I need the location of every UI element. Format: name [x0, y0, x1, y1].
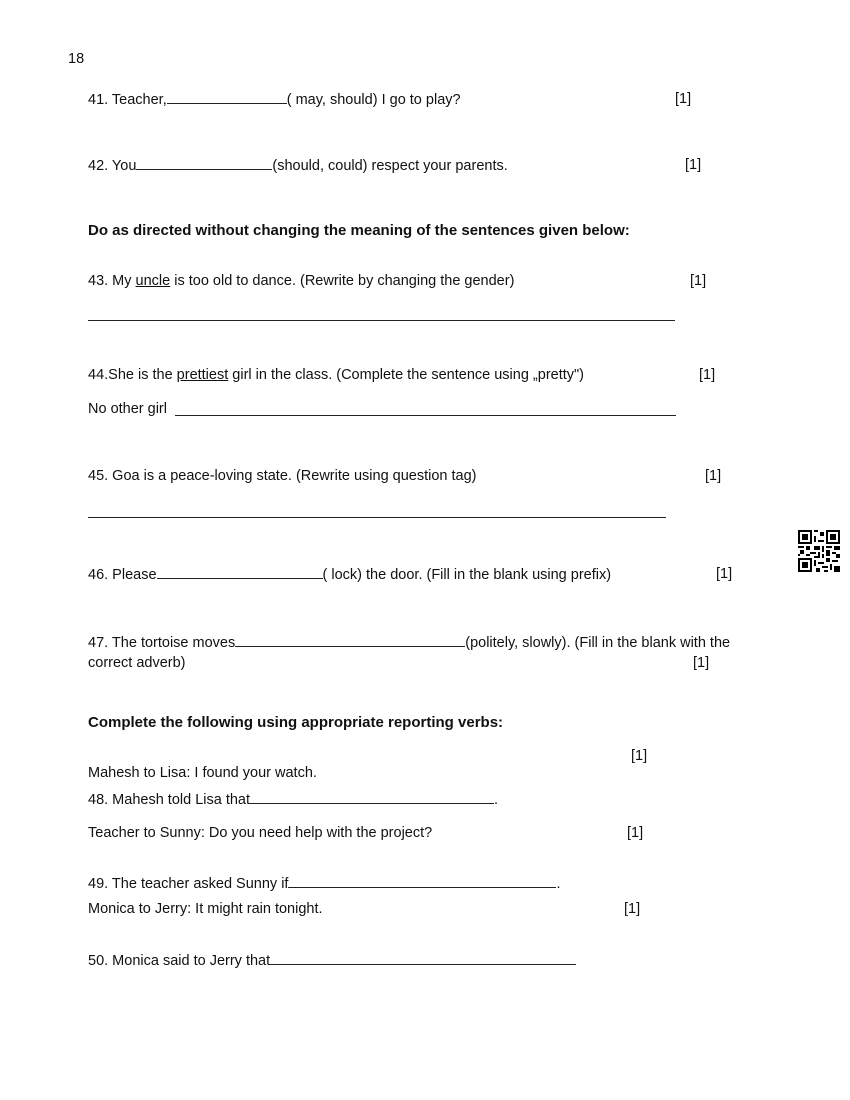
q41-text-after: ( may, should) I go to play? — [286, 92, 461, 108]
q49-text-after: . — [556, 876, 561, 892]
q46-answer-blank[interactable] — [157, 565, 323, 579]
q44-marks: [1] — [699, 367, 716, 383]
q49-marks: [1] — [627, 825, 644, 841]
question-43 — [88, 272, 514, 290]
q44-text-before: 44.She is the — [88, 367, 177, 383]
q49-text-before: 49. The teacher asked Sunny if — [88, 876, 289, 892]
q49-prompt: Teacher to Sunny: Do you need help with the project? — [88, 825, 433, 841]
question-41 — [88, 90, 461, 109]
q48-answer-blank[interactable] — [250, 790, 494, 804]
question-42 — [88, 156, 508, 175]
question-46 — [88, 565, 611, 584]
q47-answer-blank[interactable] — [235, 633, 465, 647]
q42-text-after: (should, could) respect your parents. — [272, 158, 508, 174]
question-45: 45. Goa is a peace-loving state. (Rewrite using question tag) — [88, 468, 477, 484]
q43-marks: [1] — [690, 273, 707, 289]
q42-answer-blank[interactable] — [136, 156, 272, 170]
q48-text-after: . — [494, 792, 499, 808]
question-44 — [88, 366, 584, 384]
q44-answer-line[interactable] — [175, 415, 676, 416]
q48-text-before: 48. Mahesh told Lisa that — [88, 792, 251, 808]
q46-marks: [1] — [716, 566, 733, 582]
q47-text-before: 47. The tortoise moves — [88, 635, 236, 651]
section-heading-do-as-directed: Do as directed without changing the meaning of the sentences given below: — [88, 222, 630, 239]
q46-text-before: 46. Please — [88, 567, 157, 583]
q41-answer-blank[interactable] — [167, 90, 287, 104]
q42-marks: [1] — [685, 157, 702, 173]
q50-answer-blank[interactable] — [270, 951, 576, 965]
q44-answer-prefix: No other girl — [88, 401, 167, 417]
question-48 — [88, 790, 498, 809]
section-heading-reporting-verbs: Complete the following using appropriate reporting verbs: — [88, 714, 504, 731]
q45-answer-line[interactable] — [88, 517, 666, 518]
q47-text-line2: correct adverb) — [88, 655, 186, 671]
q43-underlined-word: uncle — [135, 273, 171, 289]
q50-marks: [1] — [624, 901, 641, 917]
q50-text-before: 50. Monica said to Jerry that — [88, 953, 271, 969]
q44-underlined-word: prettiest — [176, 367, 229, 383]
q49-answer-blank[interactable] — [288, 874, 556, 888]
q46-text-after: ( lock) the door. (Fill in the blank using prefix) — [322, 567, 612, 583]
q43-text-before: 43. My — [88, 273, 136, 289]
q41-text-before: 41. Teacher, — [88, 92, 167, 108]
q47-text-after: (politely, slowly). (Fill in the blank with the — [465, 635, 731, 651]
q43-text-after: is too old to dance. (Rewrite by changing the gender) — [170, 273, 515, 289]
question-47 — [88, 633, 730, 652]
question-50 — [88, 951, 576, 970]
q44-text-after: girl in the class. (Complete the sentence using „pretty") — [228, 367, 584, 383]
q41-marks: [1] — [675, 91, 692, 107]
q43-answer-line[interactable] — [88, 320, 675, 321]
q50-prompt: Monica to Jerry: It might rain tonight. — [88, 901, 323, 917]
q48-prompt: Mahesh to Lisa: I found your watch. — [88, 765, 317, 781]
q42-text-before: 42. You — [88, 158, 137, 174]
qr-code — [798, 530, 840, 572]
q48-marks: [1] — [631, 748, 648, 764]
page-number: 18 — [68, 51, 85, 67]
q45-marks: [1] — [705, 468, 722, 484]
q47-marks: [1] — [693, 655, 710, 671]
question-49 — [88, 874, 560, 893]
